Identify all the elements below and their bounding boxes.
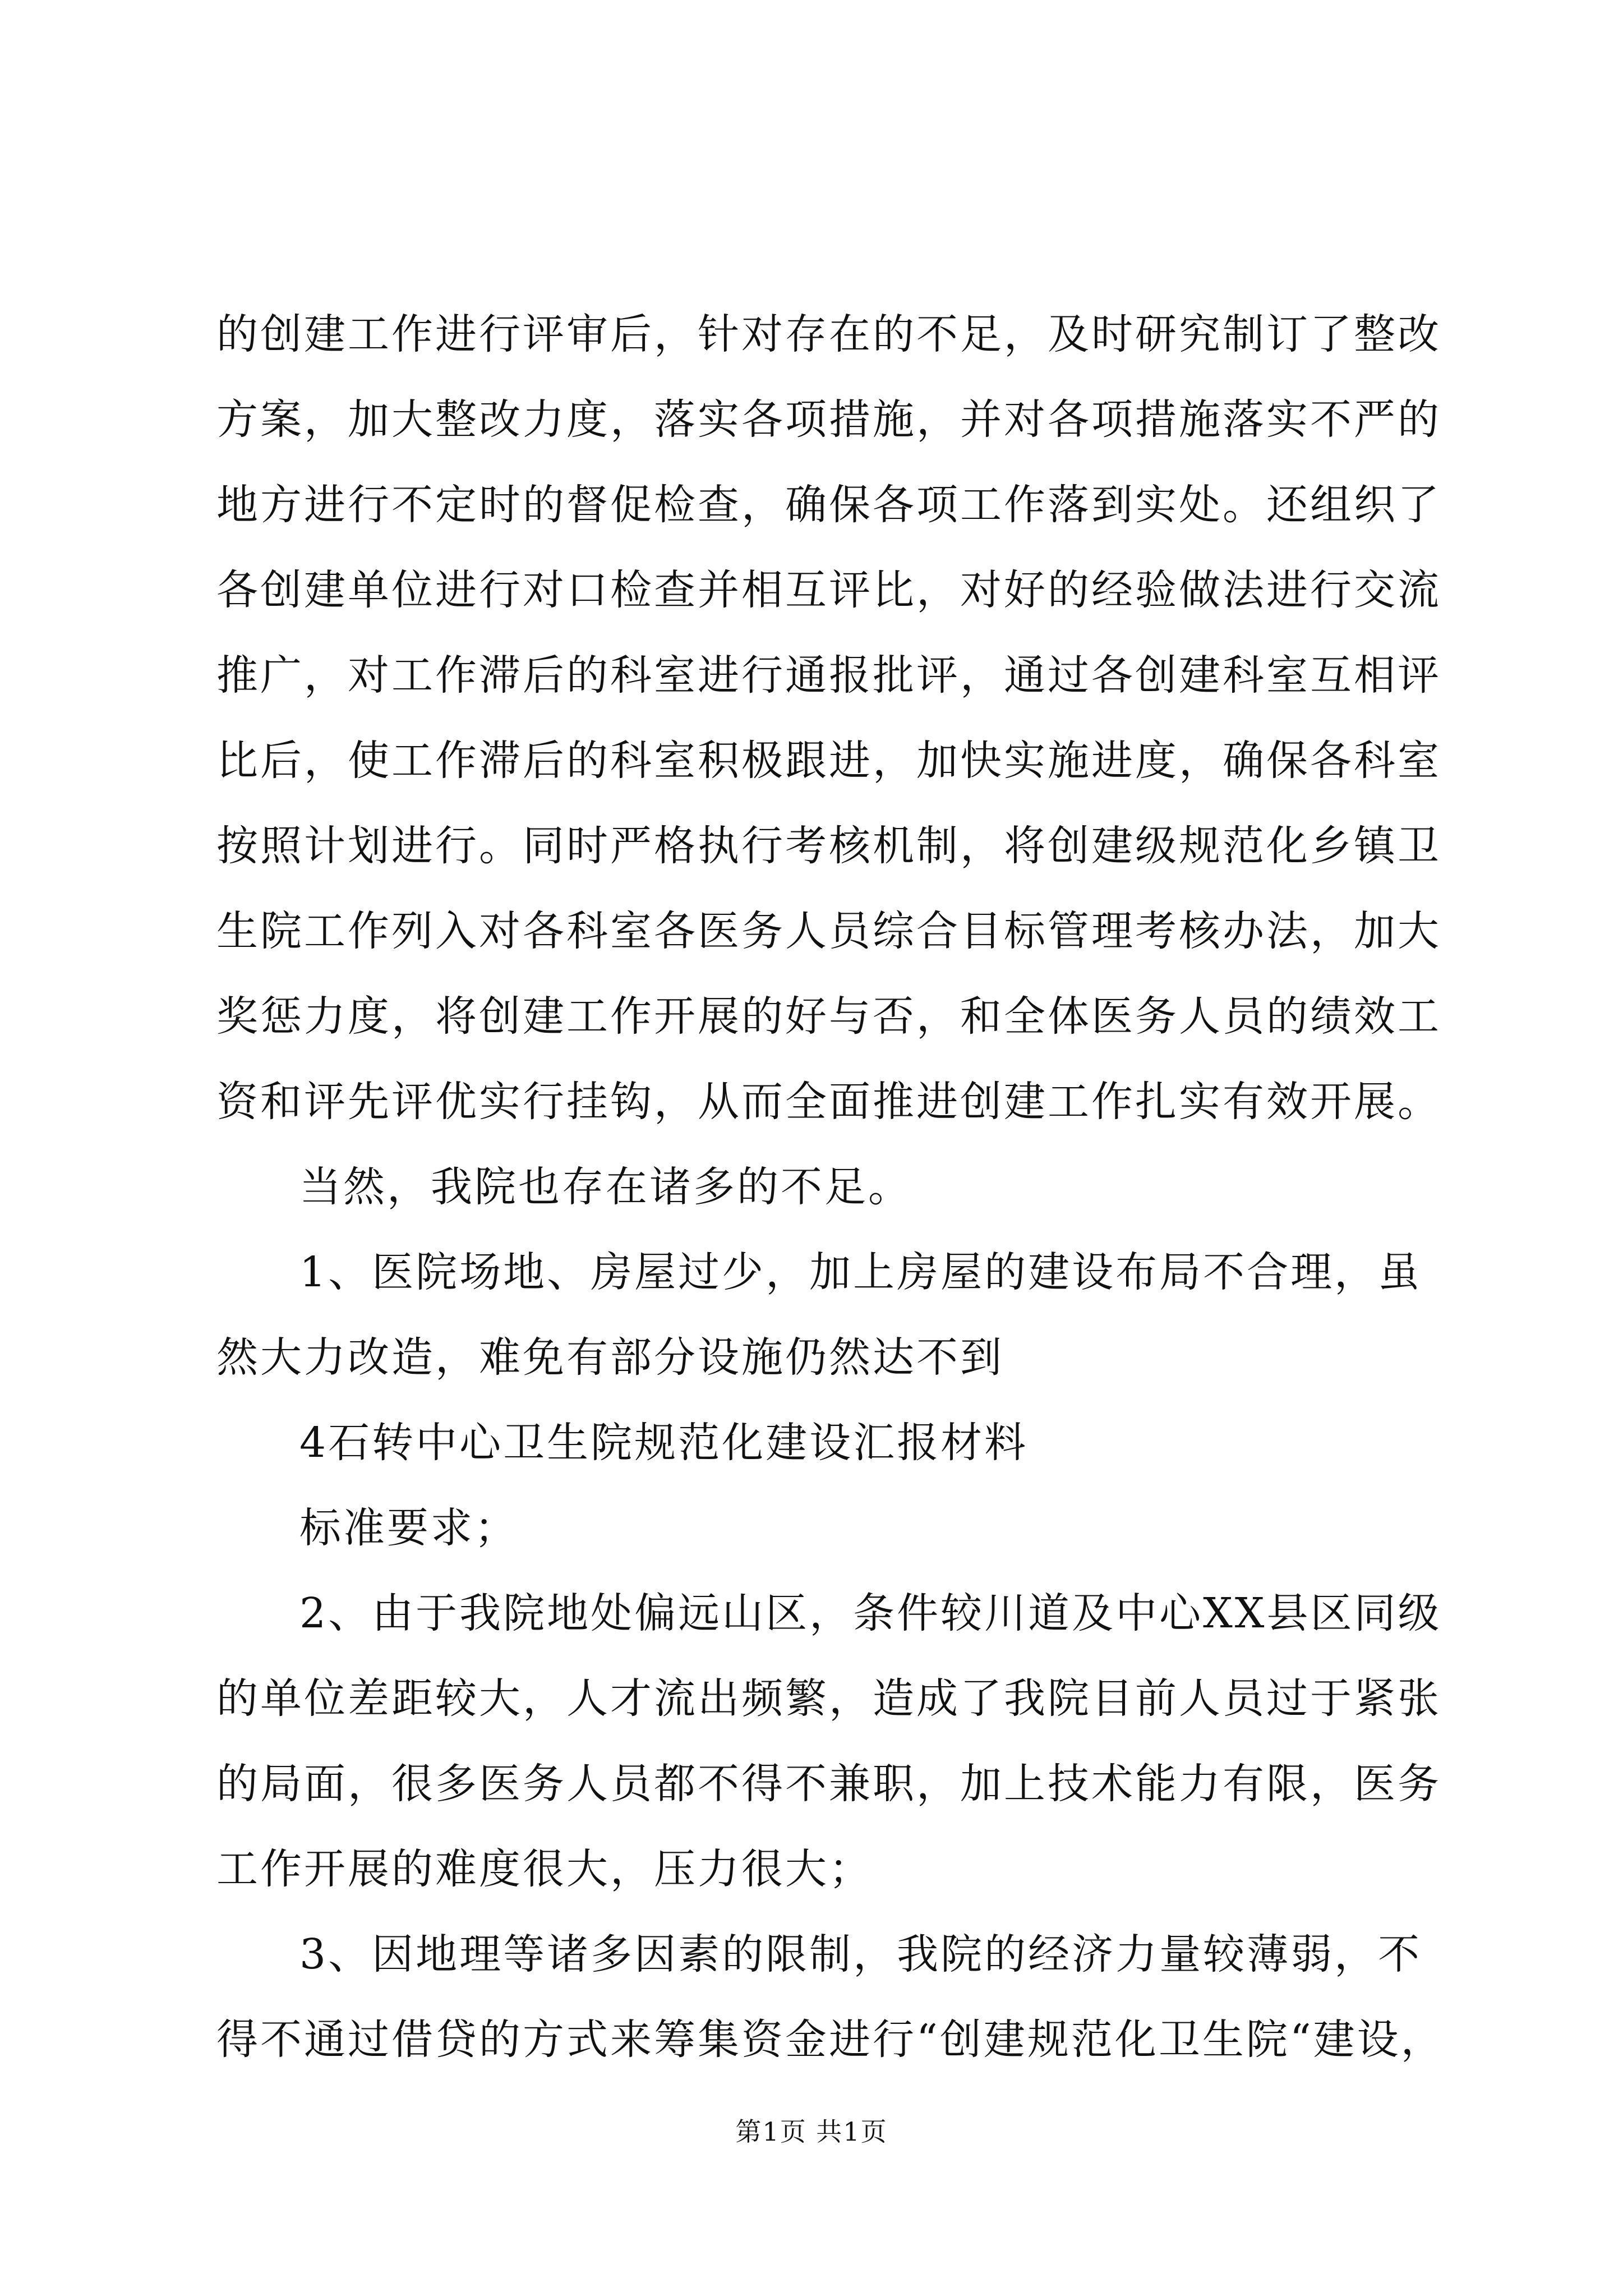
text-line: 各创建单位进行对口检查并相互评比，对好的经验做法进行交流	[216, 566, 1441, 614]
text-line: 的创建工作进行评审后，针对存在的不足，及时研究制订了整改	[216, 310, 1441, 358]
paragraph-start-line: 4石转中心卫生院规范化建设汇报材料	[299, 1419, 1029, 1467]
text-line: 的单位差距较大，人才流出频繁，造成了我院目前人员过于紧张	[216, 1674, 1441, 1723]
text-line: 的局面，很多医务人员都不得不兼职，加上技术能力有限，医务	[216, 1760, 1441, 1808]
document-body	[216, 292, 1445, 2082]
text-line: 方案，加大整改力度，落实各项措施，并对各项措施落实不严的	[216, 395, 1441, 444]
text-line: 比后，使工作滞后的科室积极跟进，加快实施进度，确保各科室	[216, 737, 1441, 785]
text-line: 工作开展的难度很大，压力很大；	[216, 1845, 873, 1893]
text-line: 然大力改造，难免有部分设施仍然达不到	[216, 1333, 1004, 1382]
text-line: 得不通过借贷的方式来筹集资金进行“创建规范化卫生院“建设，	[216, 2016, 1445, 2064]
text-line: 推广，对工作滞后的科室进行通报批评，通过各创建科室互相评	[216, 651, 1441, 700]
paragraph-start-line: 2、由于我院地处偏远山区，条件较川道及中心XX县区同级	[299, 1589, 1442, 1637]
paragraph-start-line: 3、因地理等诸多因素的限制，我院的经济力量较薄弱，不	[299, 1930, 1422, 1978]
text-line: 地方进行不定时的督促检查，确保各项工作落到实处。还组织了	[216, 481, 1441, 529]
paragraph-start-line: 1、医院场地、房屋过少，加上房屋的建设布局不合理，虽	[299, 1248, 1422, 1296]
text-line: 生院工作列入对各科室各医务人员综合目标管理考核办法，加大	[216, 907, 1441, 955]
paragraph-start-line: 当然，我院也存在诸多的不足。	[299, 1163, 912, 1211]
text-line: 按照计划进行。同时严格执行考核机制，将创建级规范化乡镇卫	[216, 822, 1441, 870]
paragraph-start-line: 标准要求；	[299, 1504, 518, 1552]
text-line: 资和评先评优实行挂钩，从而全面推进创建工作扎实有效开展。	[216, 1078, 1441, 1126]
page-number-footer: 第1页 共1页	[735, 2116, 888, 2147]
text-line: 奖惩力度，将创建工作开展的好与否，和全体医务人员的绩效工	[216, 992, 1441, 1041]
